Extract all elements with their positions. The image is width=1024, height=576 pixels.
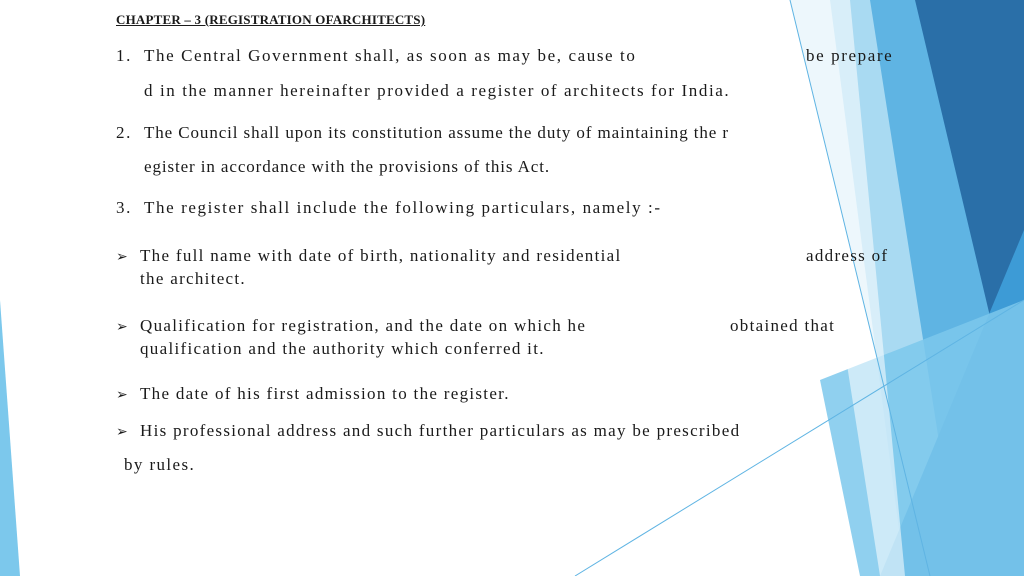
bullet-1-line1a: The full name with date of birth, nationality and residential xyxy=(140,246,622,265)
item-1-number: 1. xyxy=(116,46,132,65)
bullet-4 xyxy=(116,419,741,444)
bullet-3 xyxy=(116,382,510,407)
bullet-2-line2: qualification and the authority which conferred it. xyxy=(140,339,545,358)
item-3-number: 3. xyxy=(116,198,132,217)
bullet-1-line1b: address of xyxy=(806,246,889,265)
arrow-bullet-icon: ➢ xyxy=(116,319,128,335)
item-1-line1a: The Central Government shall, as soon as may be, cause to xyxy=(144,46,637,65)
bullet-2-line1a: Qualification for registration, and the date on which he xyxy=(140,316,587,335)
item-2-line1: The Council shall upon its constitution assume the duty of maintaining the r xyxy=(144,123,729,142)
chapter-heading: CHAPTER – 3 (REGISTRATION OFARCHITECTS) xyxy=(116,12,426,27)
arrow-bullet-icon: ➢ xyxy=(116,249,128,265)
bullet-1-line2: the architect. xyxy=(140,269,246,288)
bullet-4-line1: His professional address and such further particulars as may be prescribed xyxy=(140,421,741,440)
arrow-bullet-icon: ➢ xyxy=(116,387,128,403)
item-1-line1b: be prepare xyxy=(806,46,894,65)
item-1-line2: d in the manner hereinafter provided a register of architects for India. xyxy=(144,81,731,100)
bullet-1 xyxy=(116,244,889,288)
item-3-line1: The register shall include the following particulars, namely :- xyxy=(144,198,662,217)
item-2-line2: egister in accordance with the provisions of this Act. xyxy=(144,157,550,176)
bullet-2-line1b: obtained that xyxy=(730,316,836,335)
bullet-3-line1: The date of his first admission to the register. xyxy=(140,384,510,403)
arrow-bullet-icon: ➢ xyxy=(116,424,128,440)
bullet-4-line2: by rules. xyxy=(124,455,196,474)
item-2-number: 2. xyxy=(116,123,132,142)
bullet-2 xyxy=(116,314,836,358)
